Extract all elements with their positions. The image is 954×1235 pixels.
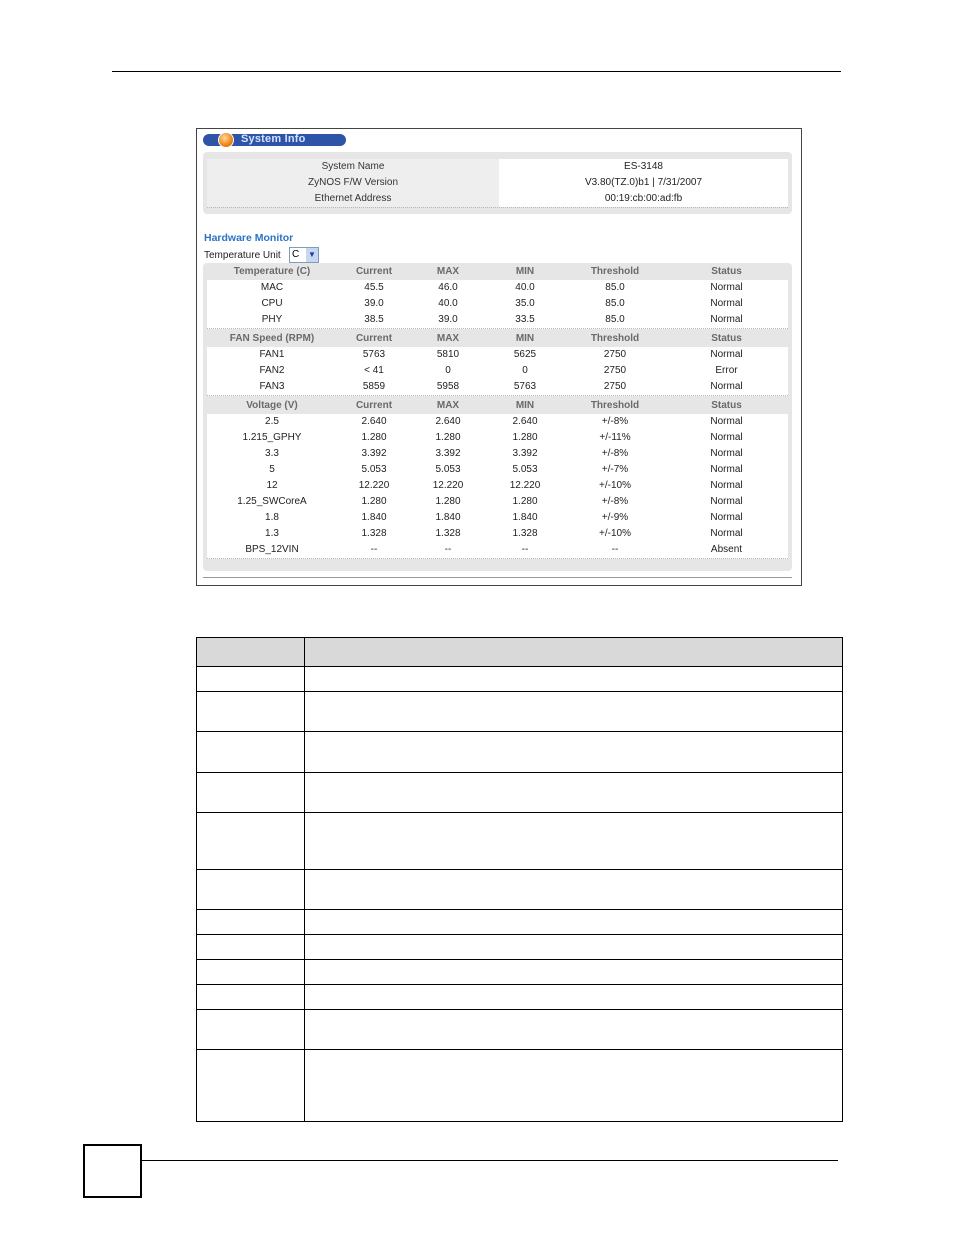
table-row	[197, 773, 843, 813]
table-row	[197, 985, 843, 1010]
voltage-cell: 5.053	[512, 464, 538, 475]
system-info-label: System Name	[207, 159, 499, 175]
system-info-value: ES-3148	[499, 159, 788, 175]
voltage-cell: +/-11%	[599, 432, 631, 443]
fan-speed-cell: < 41	[364, 365, 384, 376]
system-info-label: ZyNOS F/W Version	[207, 175, 499, 191]
system-info-row	[207, 159, 788, 176]
voltage-cell: 5	[269, 464, 275, 475]
temperature-cell: 33.5	[515, 314, 535, 325]
fan-speed-column-header: MAX	[436, 333, 460, 344]
temperature-column-header: Temperature (C)	[233, 266, 311, 277]
voltage-cell: 12.220	[509, 480, 541, 491]
system-info-row	[207, 191, 788, 208]
table-row	[197, 870, 843, 910]
table-cell	[305, 1050, 843, 1122]
voltage-row	[207, 414, 788, 431]
hardware-monitor-title: Hardware Monitor	[204, 232, 294, 244]
fan-speed-row	[207, 363, 788, 380]
temperature-cell: 85.0	[605, 314, 625, 325]
table-row	[197, 732, 843, 773]
table-cell	[305, 870, 843, 910]
fan-speed-column-header: Threshold	[590, 333, 640, 344]
table-cell	[305, 1010, 843, 1050]
fan-speed-cell: FAN2	[259, 365, 285, 376]
voltage-row	[207, 542, 788, 559]
voltage-cell: 2.640	[435, 416, 461, 427]
voltage-cell: +/-10%	[599, 528, 631, 539]
voltage-cell: 3.3	[265, 448, 279, 459]
voltage-cell: Normal	[710, 480, 743, 491]
fan-speed-cell: 2750	[603, 381, 627, 392]
voltage-cell: Normal	[710, 432, 743, 443]
fan-speed-cell: 2750	[603, 365, 627, 376]
voltage-cell: 1.840	[435, 512, 461, 523]
temperature-column-header: MIN	[515, 266, 535, 277]
table-cell	[305, 732, 843, 773]
temperature-cell: Normal	[710, 314, 743, 325]
voltage-cell: BPS_12VIN	[245, 544, 299, 555]
table-cell	[305, 692, 843, 732]
fan-speed-cell: 5763	[513, 381, 537, 392]
voltage-cell: 1.840	[361, 512, 387, 523]
voltage-cell: 1.280	[512, 432, 538, 443]
system-info-tab-label: System Info	[241, 133, 306, 145]
fan-speed-cell: 5810	[436, 349, 460, 360]
table-cell	[197, 667, 305, 692]
table-cell	[197, 935, 305, 960]
temperature-row	[207, 296, 788, 313]
voltage-cell: 3.392	[435, 448, 461, 459]
voltage-cell: 2.5	[265, 416, 279, 427]
system-info-row	[207, 175, 788, 192]
table-cell	[197, 732, 305, 773]
voltage-cell: --	[444, 544, 452, 555]
footer-rule	[140, 1160, 838, 1161]
voltage-cell: 1.3	[265, 528, 279, 539]
voltage-column-header: Status	[711, 400, 742, 411]
system-info-screenshot	[196, 128, 802, 586]
voltage-cell: 3.392	[361, 448, 387, 459]
voltage-cell: Normal	[710, 528, 743, 539]
voltage-cell: 2.640	[361, 416, 387, 427]
fan-speed-column-header: Current	[355, 333, 393, 344]
temperature-cell: 39.0	[364, 298, 384, 309]
fan-speed-cell: 0	[522, 365, 528, 376]
voltage-row	[207, 478, 788, 495]
voltage-row	[207, 526, 788, 543]
voltage-cell: 2.640	[512, 416, 538, 427]
fan-speed-row	[207, 347, 788, 364]
temperature-cell: 46.0	[438, 282, 458, 293]
temperature-cell: MAC	[260, 282, 284, 293]
voltage-cell: 12	[266, 480, 278, 491]
fan-speed-column-header: Status	[711, 333, 742, 344]
table-cell	[197, 985, 305, 1010]
voltage-cell: 1.280	[435, 496, 461, 507]
temperature-row	[207, 280, 788, 297]
system-info-label: Ethernet Address	[207, 191, 499, 207]
field-description-table	[196, 637, 843, 1122]
fan-speed-cell: 5859	[362, 381, 386, 392]
fan-speed-cell: 5763	[362, 349, 386, 360]
table-row	[197, 692, 843, 732]
table-cell	[197, 813, 305, 870]
voltage-cell: Normal	[710, 496, 743, 507]
table-row	[197, 813, 843, 870]
temperature-column-header: Current	[355, 266, 393, 277]
table-cell	[305, 813, 843, 870]
table-cell	[305, 985, 843, 1010]
temperature-cell: 45.5	[364, 282, 384, 293]
fan-speed-cell: 0	[445, 365, 451, 376]
system-info-panel	[203, 152, 792, 214]
screenshot-divider	[203, 577, 792, 578]
temperature-unit-value: C	[292, 249, 300, 260]
chevron-down-icon[interactable]: ▼	[306, 248, 318, 262]
table-cell	[197, 638, 305, 667]
voltage-cell: 1.328	[361, 528, 387, 539]
temperature-cell: 40.0	[438, 298, 458, 309]
system-info-value: V3.80(TZ.0)b1 | 7/31/2007	[499, 175, 788, 191]
voltage-cell: 1.8	[265, 512, 279, 523]
hardware-monitor-panel	[203, 263, 792, 571]
fan-speed-cell: 2750	[603, 349, 627, 360]
voltage-row	[207, 446, 788, 463]
table-cell	[197, 692, 305, 732]
fan-speed-cell: FAN1	[259, 349, 285, 360]
voltage-cell: --	[521, 544, 529, 555]
table-cell	[305, 773, 843, 813]
voltage-column-header: Current	[355, 400, 393, 411]
voltage-cell: 1.328	[512, 528, 538, 539]
header-rule	[112, 71, 841, 72]
voltage-cell: 1.280	[361, 432, 387, 443]
voltage-cell: 5.053	[361, 464, 387, 475]
temperature-cell: PHY	[261, 314, 283, 325]
temperature-header-row	[207, 264, 788, 280]
voltage-cell: 5.053	[435, 464, 461, 475]
fan-speed-cell: Error	[715, 365, 738, 376]
voltage-cell: Normal	[710, 464, 743, 475]
voltage-cell: +/-8%	[601, 448, 629, 459]
voltage-row	[207, 462, 788, 479]
temperature-unit-label: Temperature Unit	[204, 250, 281, 261]
temperature-column-header: Threshold	[590, 266, 640, 277]
temperature-cell: 85.0	[605, 282, 625, 293]
temperature-cell: 35.0	[515, 298, 535, 309]
temperature-unit-select[interactable]	[289, 247, 319, 263]
voltage-column-header: Threshold	[590, 400, 640, 411]
table-row	[197, 1010, 843, 1050]
temperature-cell: 38.5	[364, 314, 384, 325]
status-orb-icon	[218, 132, 234, 148]
table-header-row	[197, 638, 843, 667]
voltage-cell: 1.215_GPHY	[242, 432, 302, 443]
fan-speed-column-header: FAN Speed (RPM)	[229, 333, 315, 344]
voltage-cell: 1.280	[512, 496, 538, 507]
table-row	[197, 935, 843, 960]
temperature-cell: Normal	[710, 282, 743, 293]
table-cell	[305, 910, 843, 935]
fan-speed-cell: Normal	[710, 349, 743, 360]
table-cell	[197, 910, 305, 935]
voltage-cell: +/-8%	[601, 416, 629, 427]
voltage-cell: 1.25_SWCoreA	[237, 496, 307, 507]
voltage-cell: --	[370, 544, 378, 555]
table-cell	[305, 935, 843, 960]
temperature-cell: 85.0	[605, 298, 625, 309]
voltage-cell: +/-10%	[599, 480, 631, 491]
temperature-column-header: Status	[711, 266, 742, 277]
table-row	[197, 1050, 843, 1122]
table-cell	[197, 773, 305, 813]
voltage-cell: Normal	[710, 448, 743, 459]
system-info-tab[interactable]	[203, 134, 346, 146]
voltage-row	[207, 430, 788, 447]
table-cell	[305, 667, 843, 692]
fan-speed-header-row	[207, 331, 788, 347]
temperature-column-header: MAX	[436, 266, 460, 277]
table-cell	[197, 1010, 305, 1050]
voltage-column-header: MAX	[436, 400, 460, 411]
fan-speed-column-header: MIN	[515, 333, 535, 344]
voltage-cell: 3.392	[512, 448, 538, 459]
voltage-cell: +/-7%	[601, 464, 629, 475]
voltage-cell: --	[611, 544, 619, 555]
table-cell	[197, 960, 305, 985]
voltage-cell: +/-8%	[601, 496, 629, 507]
table-cell	[197, 1050, 305, 1122]
table-row	[197, 667, 843, 692]
temperature-cell: CPU	[261, 298, 283, 309]
temperature-cell: 40.0	[515, 282, 535, 293]
voltage-header-row	[207, 398, 788, 414]
temperature-cell: Normal	[710, 298, 743, 309]
page-number-box	[83, 1144, 142, 1198]
voltage-cell: 1.840	[512, 512, 538, 523]
voltage-cell: +/-9%	[601, 512, 629, 523]
voltage-column-header: Voltage (V)	[246, 400, 298, 411]
temperature-row	[207, 312, 788, 329]
fan-speed-cell: Normal	[710, 381, 743, 392]
voltage-cell: 12.220	[432, 480, 464, 491]
voltage-cell: Normal	[710, 512, 743, 523]
voltage-row	[207, 494, 788, 511]
table-row	[197, 960, 843, 985]
fan-speed-cell: 5625	[513, 349, 537, 360]
voltage-cell: Normal	[710, 416, 743, 427]
fan-speed-row	[207, 379, 788, 396]
temperature-cell: 39.0	[438, 314, 458, 325]
table-row	[197, 910, 843, 935]
fan-speed-cell: 5958	[436, 381, 460, 392]
table-cell	[197, 870, 305, 910]
system-info-value: 00:19:cb:00:ad:fb	[499, 191, 788, 207]
voltage-cell: Absent	[710, 544, 743, 555]
voltage-cell: 12.220	[358, 480, 390, 491]
table-cell	[305, 960, 843, 985]
voltage-column-header: MIN	[515, 400, 535, 411]
voltage-row	[207, 510, 788, 527]
voltage-cell: 1.280	[361, 496, 387, 507]
table-cell	[305, 638, 843, 667]
voltage-cell: 1.280	[435, 432, 461, 443]
fan-speed-cell: FAN3	[259, 381, 285, 392]
voltage-cell: 1.328	[435, 528, 461, 539]
